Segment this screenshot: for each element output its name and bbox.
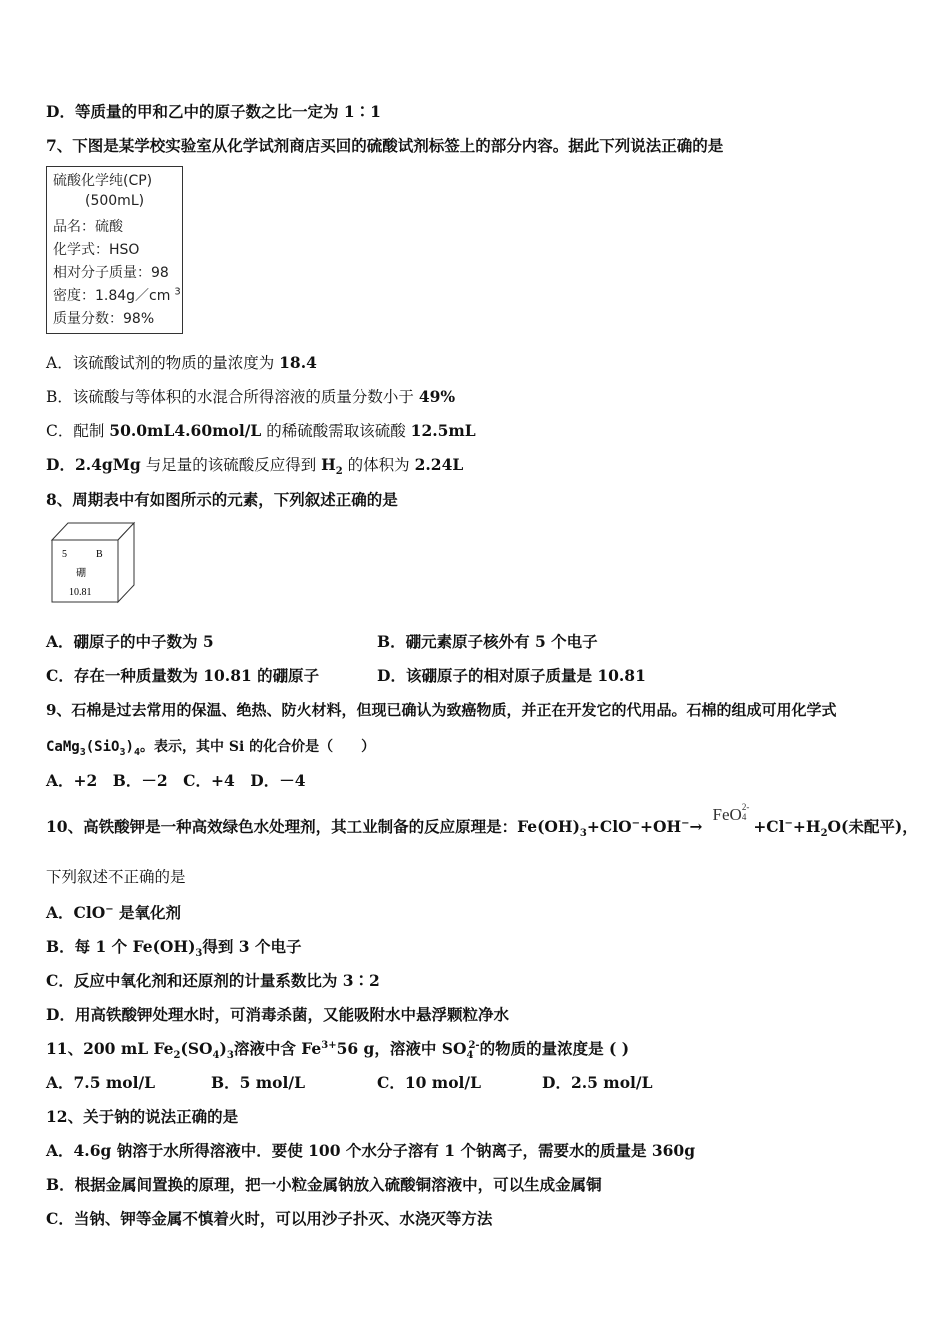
q9-stem: 9、石棉是过去常用的保温、绝热、防火材料，但现已确认为致癌物质，并正在开发它的代用品。石棉的组成可用化学式 — [46, 701, 837, 719]
q9-formula: $CaMg_3(SiO_3)_4$。表示，其中 Si 的化合价是（ ） — [46, 739, 376, 758]
q6-option-d: D．等质量的甲和乙中的原子数之比一定为 1∶1 — [46, 102, 381, 121]
label-formula: 化学式：HSO — [53, 242, 140, 258]
label-volume: (500mL) — [85, 193, 145, 209]
label-mass-fraction: 质量分数：98% — [53, 311, 155, 327]
q10-option-c: C．反应中氧化剂和还原剂的计量系数比为 3∶2 — [46, 971, 380, 990]
label-density: 密度：1.84g／cm $^3$ — [53, 286, 181, 304]
q7-option-c: C．配制 50.0mL4.60mol/L 的稀硫酸需取该硫酸 12.5mL — [46, 421, 476, 440]
q11-option-b: B．5 mol/L — [211, 1073, 305, 1092]
q11-option-d: D．2.5 mol/L — [542, 1073, 653, 1092]
q12-option-a: A．4.6g 钠溶于水所得溶液中．要使 100 个水分子溶有 1 个钠离子，需要水的质量是 360g — [46, 1141, 696, 1160]
q12-option-b: B．根据金属间置换的原理，把一小粒金属钠放入硫酸铜溶液中，可以生成金属铜 — [46, 1175, 602, 1194]
q10-stem: 10、高铁酸钾是一种高效绿色水处理剂，其工业制备的反应原理是：$Fe(OH)_3+ClO^-+OH^-\to FeO$ 2- 4 $+Cl^-+H_2O$(未配平)， — [46, 802, 918, 840]
q8-option-d: D．该硼原子的相对原子质量是 10.81 — [377, 666, 646, 685]
q8-option-b: B．硼元素原子核外有 5 个电子 — [377, 632, 598, 651]
q11-option-c: C．10 mol/L — [377, 1073, 481, 1092]
q7-option-b: B．该硫酸与等体积的水混合所得溶液的质量分数小于 49% — [46, 387, 456, 406]
cube-number: 5 — [62, 549, 67, 560]
label-molecular-mass: 相对分子质量：98 — [53, 265, 169, 281]
cube-symbol: B — [96, 549, 103, 560]
q11-stem: 11、200 mL $Fe_2(SO_4)_3$溶液中含 $Fe^{3+}56$ g，溶液中 $SO_4^{2-}$的物质的量浓度是 ( ) — [46, 1039, 630, 1062]
element-cube — [48, 520, 138, 604]
cube-mass: 10.81 — [69, 587, 92, 598]
q9-options: A．+2 B．－2 C．+4 D．－4 — [46, 771, 306, 790]
q7-stem: 7、下图是某学校实验室从化学试剂商店买回的硫酸试剂标签上的部分内容。据此下列说法正确的是 — [46, 136, 724, 155]
q8-option-c: C．存在一种质量数为 10.81 的硼原子 — [46, 666, 320, 685]
cube-name: 硼 — [76, 568, 86, 579]
q10-option-a: A．ClO− 是氧化剂 — [46, 903, 182, 922]
q12-stem: 12、关于钠的说法正确的是 — [46, 1107, 239, 1126]
q10-stem2: 下列叙述不正确的是 — [46, 868, 186, 886]
label-name: 品名：硫酸 — [53, 219, 123, 235]
q7-option-d: D．2.4gMg 与足量的该硫酸反应得到 $H_2$ 的体积为 2.24L — [46, 455, 464, 478]
q12-option-c: C．当钠、钾等金属不慎着火时，可以用沙子扑灭、水浇灭等方法 — [46, 1209, 493, 1228]
label-title: 硫酸化学纯(CP) — [53, 173, 153, 189]
q10-option-d: D．用高铁酸钾处理水时，可消毒杀菌，又能吸附水中悬浮颗粒净水 — [46, 1005, 509, 1024]
q8-option-a: A．硼原子的中子数为 5 — [46, 632, 214, 651]
q10-option-b: B．每 1 个 $Fe(OH)_3$得到 3 个电子 — [46, 937, 302, 960]
q11-option-a: A．7.5 mol/L — [46, 1073, 156, 1092]
reagent-label — [46, 166, 183, 334]
q7-option-a: A．该硫酸试剂的物质的量浓度为 18.4 — [46, 353, 317, 372]
q8-stem: 8、周期表中有如图所示的元素，下列叙述正确的是 — [46, 490, 398, 509]
